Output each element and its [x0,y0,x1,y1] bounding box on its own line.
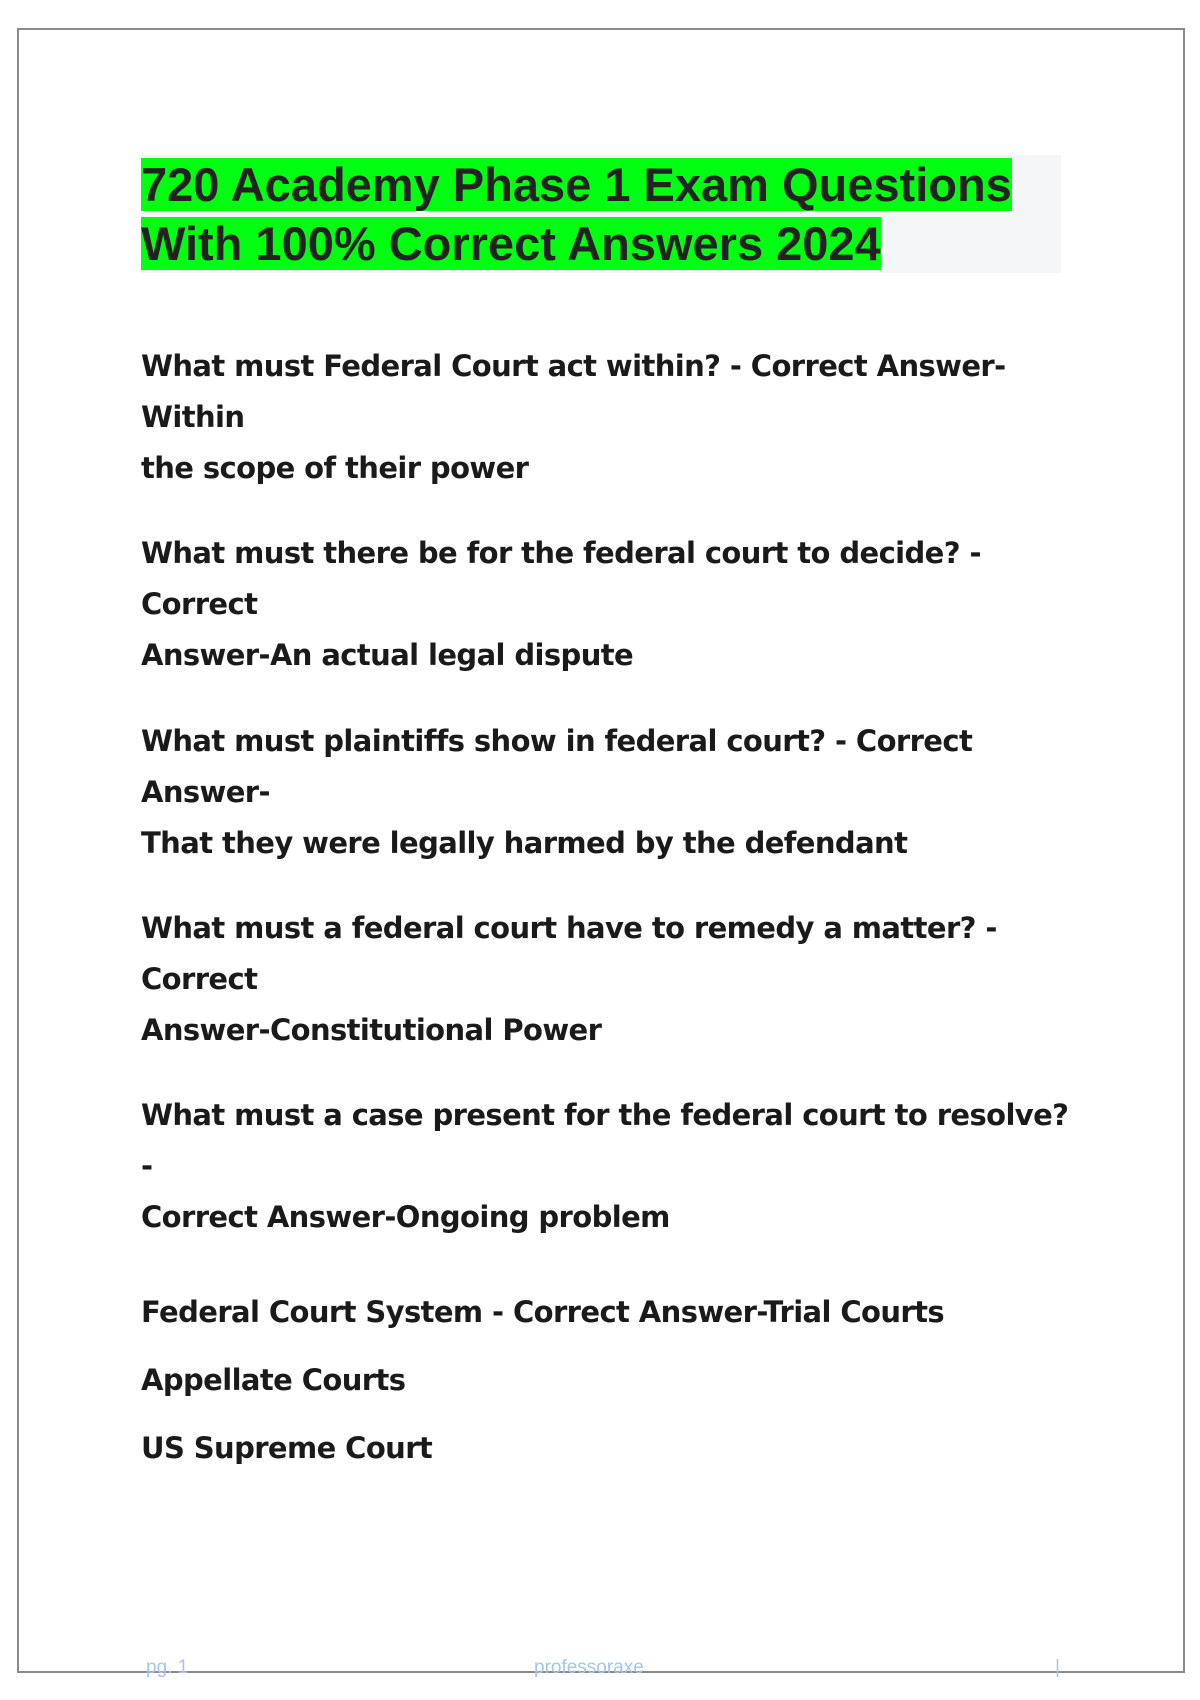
qa-item-3-line-2: That they were legally harmed by the defendant [141,826,908,860]
qa-item-1-line-2: the scope of their power [141,451,529,485]
qa-item-1 [141,341,1071,494]
court-system-item [141,1278,1071,1482]
title-line-1: 720 Academy Phase 1 Exam Questions [141,158,1012,211]
qa-item-4-line-1: What must a federal court have to remedy a matter? - Correct [141,911,997,996]
qa-item-2-line-1: What must there be for the federal court to decide? - Correct [141,536,981,621]
qa-item-5 [141,1090,1071,1243]
court-system-line-2: Appellate Courts [141,1363,406,1397]
qa-item-4-line-2: Answer-Constitutional Power [141,1013,602,1047]
title-block [141,155,1061,273]
qa-item-5-line-2: Correct Answer-Ongoing problem [141,1200,670,1234]
document-title [141,155,1061,273]
title-line-2: With 100% Correct Answers 2024 [141,217,881,270]
qa-item-4 [141,903,1071,1056]
court-system-line-1: Federal Court System - Correct Answer-Trial Courts [141,1295,945,1329]
qa-item-3 [141,716,1071,869]
qa-item-2-line-2: Answer-An actual legal dispute [141,638,634,672]
footer-separator: | [1055,1657,1060,1678]
qa-item-5-line-1: What must a case present for the federal court to resolve? - [141,1098,1069,1183]
qa-item-1-line-1: What must Federal Court act within? - Correct Answer-Within [141,349,1006,434]
qa-item-3-line-1: What must plaintiffs show in federal court? - Correct Answer- [141,724,973,809]
court-system-line-3: US Supreme Court [141,1431,433,1465]
footer-page-number: pg. 1 [146,1657,189,1678]
footer-site-name: professoraxe [534,1657,644,1678]
qa-item-2 [141,528,1071,681]
